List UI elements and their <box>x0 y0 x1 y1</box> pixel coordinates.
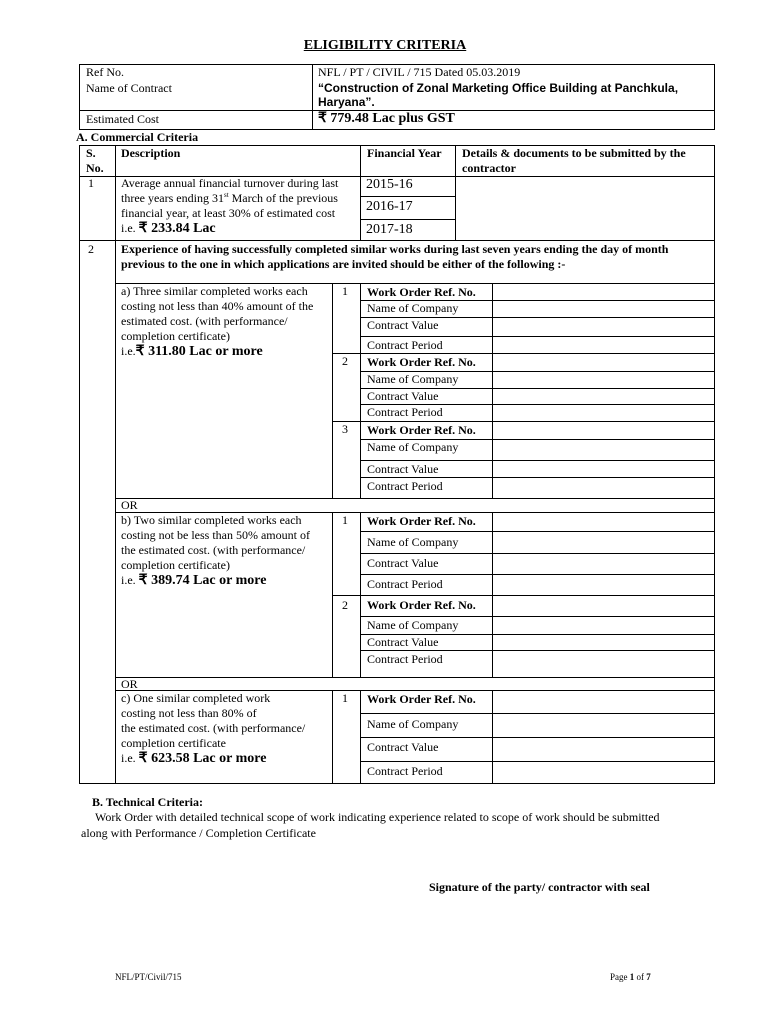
work-c1-value: Contract Value <box>367 740 439 754</box>
work-b2-order-ref: Work Order Ref. No. <box>367 598 476 612</box>
contract-label: Name of Contract <box>86 81 172 95</box>
option-b-line2: costing not be less than 50% amount of <box>121 528 310 542</box>
contract-value-line2: Haryana”. <box>318 95 375 109</box>
year-2016-17: 2016-17 <box>366 199 413 214</box>
row1-ie: i.e. ₹ 233.84 Lac <box>121 221 216 236</box>
year-2015-16: 2015-16 <box>366 177 413 192</box>
work-a2-value: Contract Value <box>367 389 439 403</box>
ref-value: NFL / PT / CIVIL / 715 Dated 05.03.2019 <box>318 65 521 79</box>
work-b2-number: 2 <box>342 598 348 612</box>
section-a-heading: A. Commercial Criteria <box>76 130 199 144</box>
option-b-ie: i.e. ₹ 389.74 Lac or more <box>121 573 267 588</box>
option-a-line4: completion certificate) <box>121 329 230 343</box>
col-description: Description <box>121 146 181 160</box>
option-b-line3: the estimated cost. (with performance/ <box>121 543 306 557</box>
work-b1-company: Name of Company <box>367 535 459 549</box>
option-c-ie: i.e. ₹ 623.58 Lac or more <box>121 751 267 766</box>
row1-sno: 1 <box>88 176 94 190</box>
option-a-line2: costing not less than 40% amount of the <box>121 299 314 313</box>
work-b1-period: Contract Period <box>367 577 443 591</box>
col-details-1: Details & documents to be submitted by the <box>462 146 686 160</box>
option-c-line3: the estimated cost. (with performance/ <box>121 721 306 735</box>
contract-value-line1: “Construction of Zonal Marketing Office Building at Panchkula, <box>318 81 679 95</box>
footer-ref: NFL/PT/Civil/715 <box>115 972 182 982</box>
row2-heading-line1: Experience of having successfully completed similar works during last seven years ending the day of month <box>121 242 669 256</box>
option-a-line3: estimated cost. (with performance/ <box>121 314 288 328</box>
work-a1-order-ref: Work Order Ref. No. <box>367 285 476 299</box>
work-b1-value: Contract Value <box>367 556 439 570</box>
col-financial-year: Financial Year <box>367 146 442 160</box>
option-b-line1: b) Two similar completed works each <box>121 513 302 527</box>
row2-heading-line2: previous to the one in which applications are invited should be either of the following :- <box>121 257 566 271</box>
option-a-ie: i.e.₹ 311.80 Lac or more <box>121 344 263 359</box>
signature-label: Signature of the party/ contractor with seal <box>429 880 650 894</box>
option-c-line4: completion certificate <box>121 736 226 750</box>
work-a2-order-ref: Work Order Ref. No. <box>367 355 476 369</box>
page-indicator: Page 1 of 7 <box>610 972 651 982</box>
row1-desc-line2: three years ending 31st March of the previous <box>121 191 338 205</box>
work-a2-company: Name of Company <box>367 372 459 386</box>
ref-label: Ref No. <box>86 65 124 79</box>
col-sno-2: No. <box>86 161 104 175</box>
cost-label: Estimated Cost <box>86 112 159 126</box>
col-sno-1: S. <box>86 146 96 160</box>
work-a2-number: 2 <box>342 354 348 368</box>
document-title: ELIGIBILITY CRITERIA <box>303 38 467 53</box>
option-a-line1: a) Three similar completed works each <box>121 284 308 298</box>
option-c-line1: c) One similar completed work <box>121 691 271 705</box>
work-c1-number: 1 <box>342 691 348 705</box>
work-c1-period: Contract Period <box>367 764 443 778</box>
or-separator-1: OR <box>121 498 138 512</box>
work-a2-period: Contract Period <box>367 405 443 419</box>
work-a3-period: Contract Period <box>367 479 443 493</box>
work-a1-period: Contract Period <box>367 338 443 352</box>
section-b-heading: B. Technical Criteria: <box>92 795 203 809</box>
work-a3-company: Name of Company <box>367 440 459 454</box>
option-c-line2: costing not less than 80% of <box>121 706 257 720</box>
option-b-line4: completion certificate) <box>121 558 230 572</box>
row1-desc-line1: Average annual financial turnover during last <box>121 176 339 190</box>
work-a1-value: Contract Value <box>367 318 439 332</box>
work-b1-number: 1 <box>342 513 348 527</box>
or-separator-2: OR <box>121 677 138 691</box>
work-b2-value: Contract Value <box>367 635 439 649</box>
col-details-2: contractor <box>462 161 516 175</box>
row2-sno: 2 <box>88 242 94 256</box>
work-b2-company: Name of Company <box>367 618 459 632</box>
work-c1-company: Name of Company <box>367 717 459 731</box>
work-a3-order-ref: Work Order Ref. No. <box>367 423 476 437</box>
cost-value: ₹ 779.48 Lac plus GST <box>318 111 455 126</box>
work-a3-number: 3 <box>342 422 348 436</box>
work-b1-order-ref: Work Order Ref. No. <box>367 514 476 528</box>
section-b-line2: along with Performance / Completion Certificate <box>81 826 316 840</box>
work-a1-number: 1 <box>342 284 348 298</box>
work-a1-company: Name of Company <box>367 301 459 315</box>
work-b2-period: Contract Period <box>367 652 443 666</box>
year-2017-18: 2017-18 <box>366 222 413 237</box>
work-a3-value: Contract Value <box>367 462 439 476</box>
row1-desc-line3: financial year, at least 30% of estimated cost <box>121 206 336 220</box>
work-c1-order-ref: Work Order Ref. No. <box>367 692 476 706</box>
section-b-line1: Work Order with detailed technical scope of work indicating experience related to scope of work should be submitted <box>95 810 660 824</box>
